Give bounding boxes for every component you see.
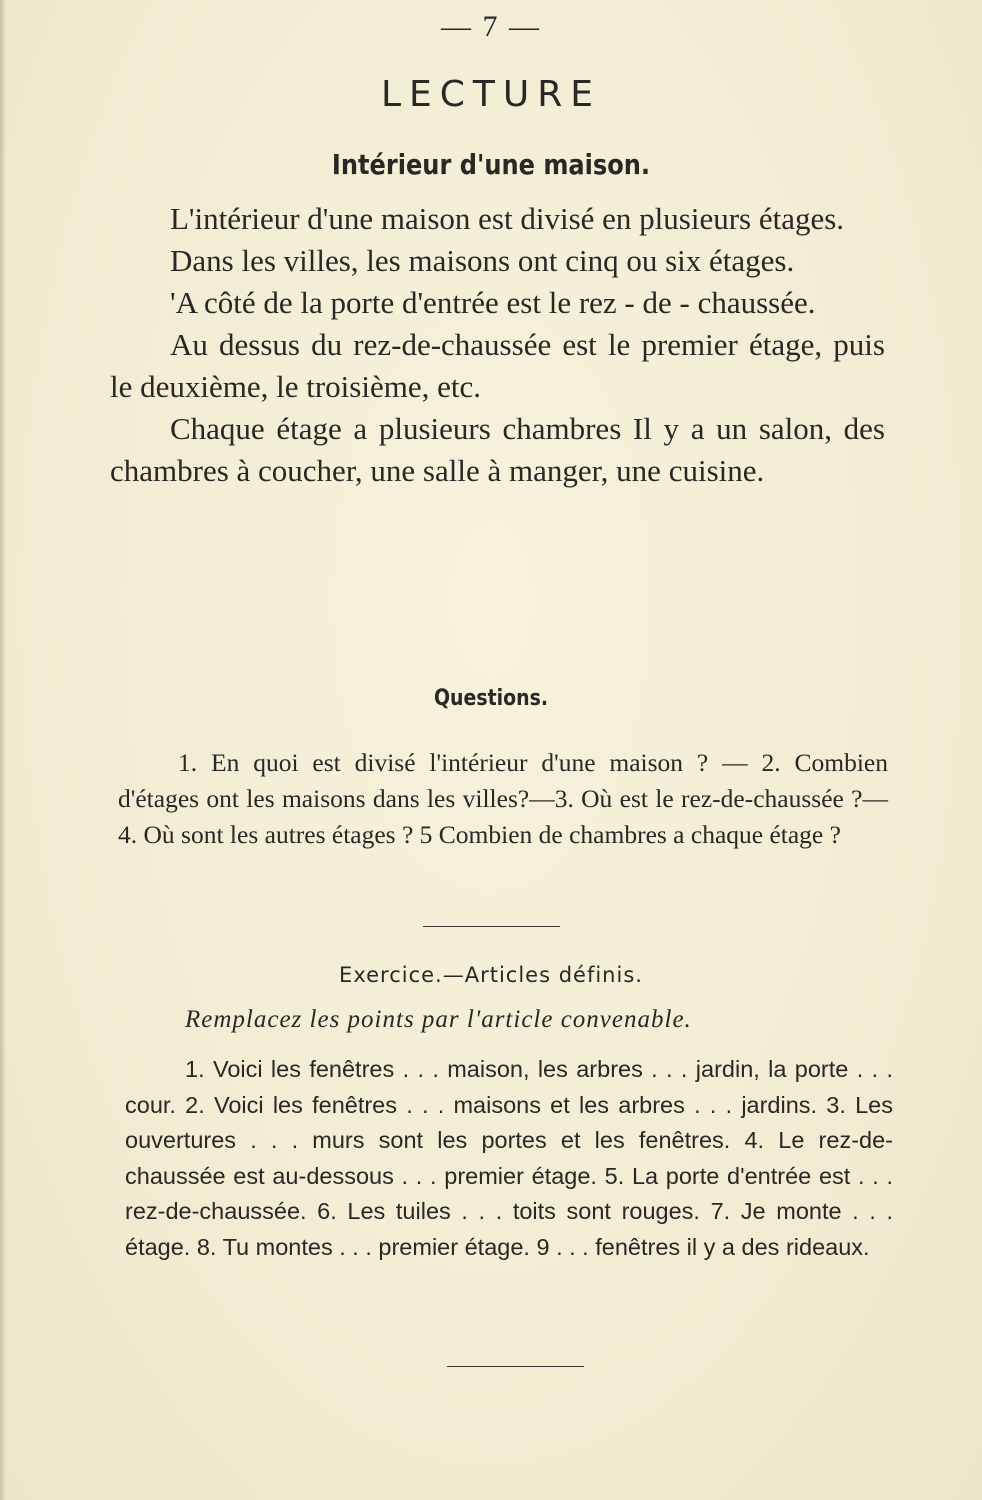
- section-divider: [423, 926, 560, 927]
- exercise-heading: Exercice.—Articles définis.: [339, 963, 643, 987]
- end-divider: [447, 1366, 584, 1367]
- reading-paragraph: Chaque étage a plusieurs chambres Il y a un salon, des chambres à coucher, une salle à manger, une cuisine.: [110, 411, 885, 488]
- page-edge-shadow: [0, 0, 6, 1500]
- questions-heading: Questions.: [433, 686, 549, 711]
- reading-paragraph: L'intérieur d'une maison est divisé en plusieurs étages.: [170, 201, 845, 236]
- reading-text: [110, 198, 885, 492]
- questions-text: 1. En quoi est divisé l'intérieur d'une maison ? — 2. Combien d'étages ont les maisons dans les villes?—3. Où est le rez-de-chaussée ?— 4. Où sont les autres étages ? 5 Combien de chambres a chaque étage ?: [118, 748, 888, 849]
- page-number: — 7 —: [441, 10, 541, 43]
- reading-paragraph: 'A côté de la porte d'entrée est le rez - de - chaussée.: [170, 285, 816, 320]
- reading-paragraph: Dans les villes, les maisons ont cinq ou six étages.: [170, 243, 795, 278]
- page-title: LECTURE: [380, 74, 602, 115]
- reading-paragraph: Au dessus du rez-de-chaussée est le premier étage, puis le deuxième, le troisième, etc.: [110, 327, 885, 404]
- reading-subtitle: Intérieur d'une maison.: [331, 148, 651, 181]
- exercise-instruction: Remplacez les points par l'article convenable.: [185, 1006, 692, 1033]
- exercise-text: 1. Voici les fenêtres . . . maison, les arbres . . . jardin, la porte . . . cour. 2. Voici les fenêtres . . . maisons et les arbres . . . jardins. 3. Les ouvertures . . . murs sont les portes et les fenêtres. 4. Le rez-de-chaussée est au-dessous . . . premier étage. 5. La porte d'entrée est . . . rez-de-chaussée. 6. Les tuiles . . . toits sont rouges. 7. Je monte . . . étage. 8. Tu montes . . . premier étage. 9 . . . fenêtres il y a des rideaux.: [125, 1056, 893, 1260]
